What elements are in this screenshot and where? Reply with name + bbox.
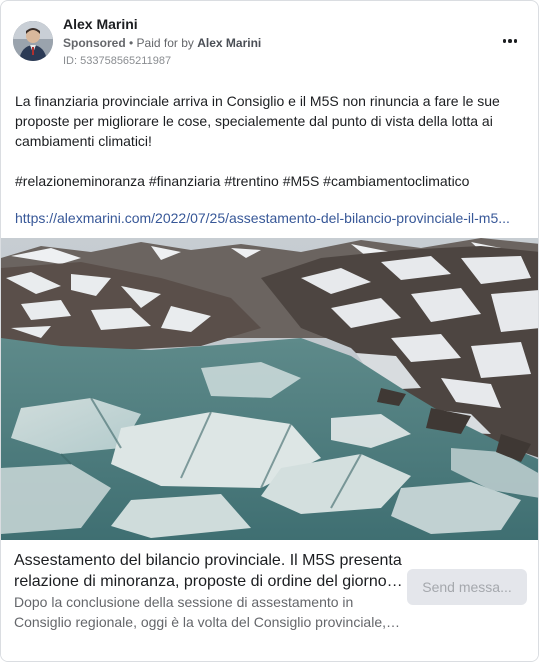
more-options-icon[interactable]: [498, 29, 522, 53]
paid-for-prefix: Paid for by: [136, 36, 198, 50]
link-headline[interactable]: [14, 550, 406, 592]
post-link[interactable]: https://alexmarini.com/2022/07/25/assestamento-del-bilancio-provinciale-il-m5...: [15, 210, 510, 226]
ad-id: ID: 533758565211987: [63, 55, 172, 67]
post-hashtags[interactable]: #relazioneminoranza #finanziaria #trentino #M5S #cambiamentoclimatico: [15, 173, 470, 189]
author-avatar[interactable]: [13, 21, 53, 61]
link-headline-line: Assestamento del bilancio provinciale. Il M5S presenta: [14, 552, 402, 569]
link-description-line: Dopo la conclusione della sessione di assestamento in: [14, 594, 354, 610]
sponsored-label: [63, 36, 261, 50]
post-paragraph: La finanziaria provinciale arriva in Consiglio e il M5S non rinuncia a fare le sue proposte per migliorare le cose, specialemente dal punto di vista della lotta ai cambiamenti climatici!: [15, 93, 500, 149]
paid-for-name: Alex Marini: [197, 36, 262, 50]
link-headline-line: relazione di minoranza, proposte di ordine del giorno…: [14, 573, 403, 590]
sponsored-text: Sponsored: [63, 36, 126, 50]
post-header: [13, 13, 528, 69]
post-message: [15, 91, 527, 191]
link-preview-image[interactable]: [1, 238, 539, 540]
link-description: [14, 592, 406, 632]
separator: •: [125, 36, 137, 50]
link-description-line: Consiglio regionale, oggi è la volta del Consiglio provinciale,…: [14, 614, 400, 630]
send-message-button[interactable]: Send messa...: [407, 569, 527, 605]
author-name[interactable]: Alex Marini: [63, 16, 138, 32]
link-preview-footer[interactable]: [1, 540, 539, 662]
